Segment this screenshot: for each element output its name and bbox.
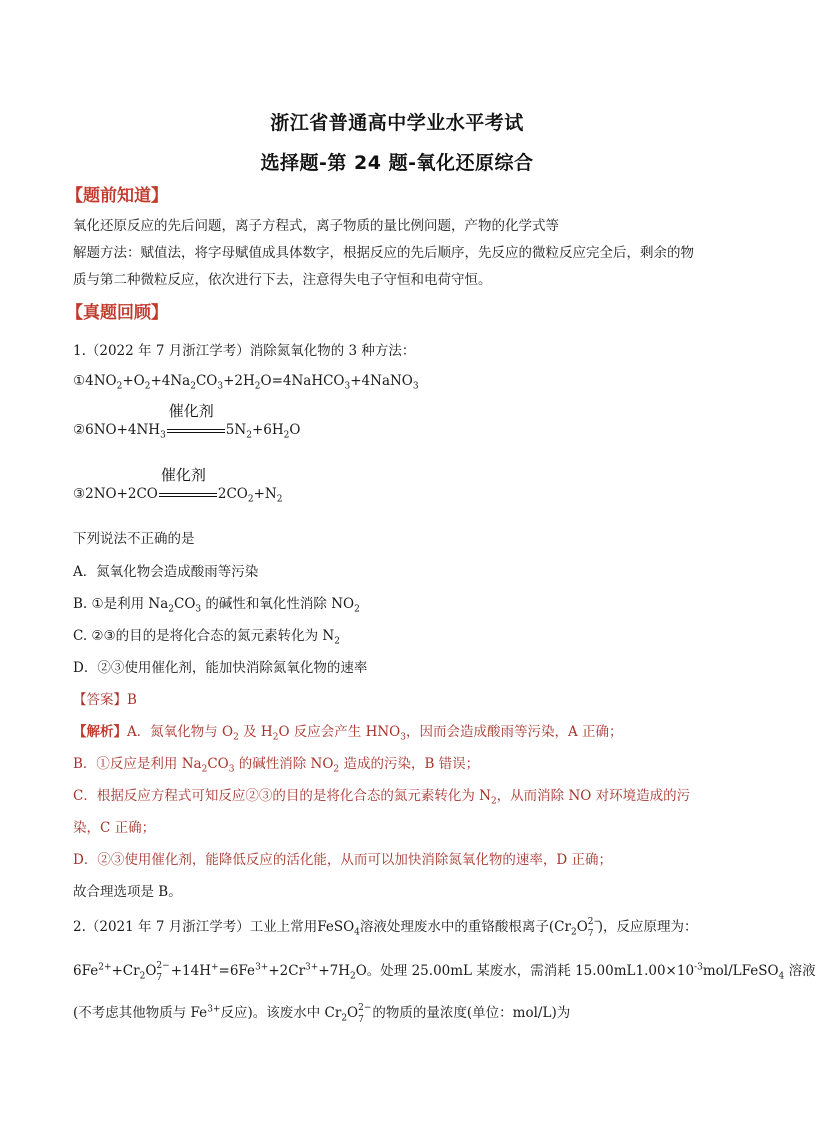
question-2-ask: (不考虑其他物质与 $Fe^{3+}$反应)。该废水中 $Cr_2O$ 2− 7 的物质的量浓度(单位：mol/L)为 [73, 1003, 571, 1025]
page-title: 浙江省普通高中学业水平考试 [270, 112, 524, 134]
question-2-stem: 2.（2021 年 7 月浙江学考）工业上常用FeSO$_4$溶液处理废水中的重铬酸根离子($Cr_2O$ 2− 7 )，反应原理为： [73, 917, 698, 939]
option-b: B. ①是利用 $Na_2CO_3$ 的碱性和氧化性消除 $NO_2$ [73, 596, 360, 615]
intro-line-2: 解题方法：赋值法，将字母赋值成具体数字，根据反应的先后顺序，先反应的微粒反应完全后，剩余的物 [73, 245, 694, 261]
answer: 【答案】B [73, 692, 137, 708]
analysis-c: C．根据反应方程式可知反应②③的目的是将化合态的氮元素转化为 $N_2$，从而消除 NO 对环境造成的污 [73, 788, 691, 807]
question-1-stem: 1.（2022 年 7 月浙江学考）消除氮氧化物的 3 种方法： [73, 343, 416, 359]
option-c: C. ②③的目的是将化合态的氮元素转化为 $N_2$ [73, 628, 340, 647]
options-intro: 下列说法不正确的是 [73, 531, 195, 547]
equation-2: $②6NO+4NH_3$ 催化剂 $5N_2+6H_2O$ [73, 402, 301, 441]
conclusion: 故合理选项是 B。 [73, 884, 182, 900]
analysis-b: B．①反应是利用 $Na_2CO_3$ 的碱性消除 $NO_2$ 造成的污染，B 错误； [73, 756, 480, 775]
option-d: D．②③使用催化剂，能加快消除氮氧化物的速率 [73, 660, 368, 676]
question-2-reaction: $6Fe^{2+}+Cr_2O$ 2− 7 $+14H^+=6Fe^{3+}+2Cr^{3+}+7H_2O$。处理 25.00mL 某废水，需消耗 $15.00mL1.00\times 10^{-3}mol/LFeSO_4$ 溶液 [73, 961, 816, 983]
section-heading-prerequisites: 【题前知道】 [66, 186, 168, 206]
analysis-a: 【解析】A．氮氧化物与 $O_2$ 及 $H_2O$ 反应会产生 $HNO_3$，因而会造成酸雨等污染，A 正确； [73, 724, 623, 743]
option-a: A．氮氧化物会造成酸雨等污染 [73, 564, 259, 580]
intro-line-3: 质与第二种微粒反应，依次进行下去，注意得失电子守恒和电荷守恒。 [73, 272, 492, 288]
analysis-d: D．②③使用催化剂，能降低反应的活化能，从而可以加快消除氮氧化物的速率，D 正确； [73, 852, 612, 868]
page-subtitle: 选择题-第 24 题-氧化还原综合 [260, 152, 534, 174]
section-heading-past-questions: 【真题回顾】 [66, 303, 168, 323]
catalyst-arrow: 催化剂 [159, 484, 217, 502]
equation-3: ③2NO+2CO 催化剂 $2CO_2+N_2$ [73, 466, 283, 505]
equation-1: $①4NO_2+O_2+4Na_2CO_3+2H_2O=4NaHCO_3+4NaNO_3$ [73, 373, 419, 392]
catalyst-arrow: 催化剂 [167, 420, 225, 438]
intro-line-1: 氧化还原反应的先后问题，离子方程式，离子物质的量比例问题，产物的化学式等 [73, 218, 559, 234]
analysis-c-continued: 染，C 正确； [73, 820, 156, 836]
